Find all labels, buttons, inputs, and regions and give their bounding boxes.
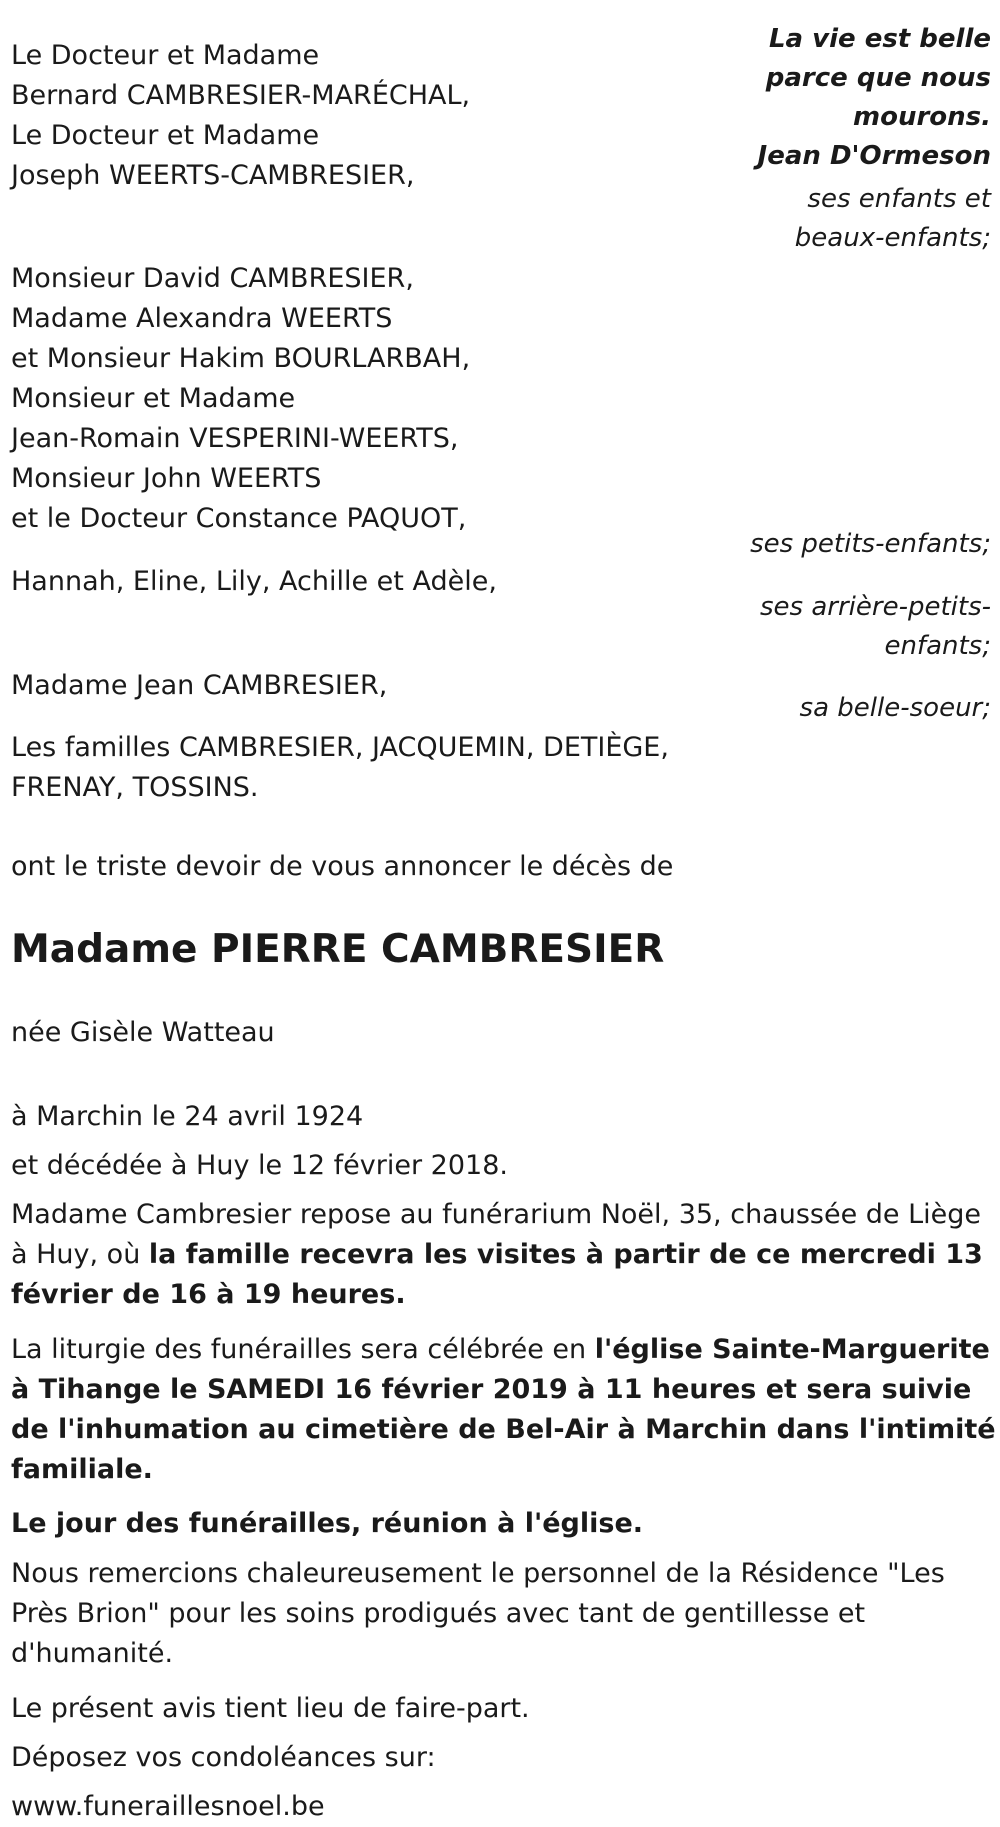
family-line: Monsieur David CAMBRESIER, bbox=[11, 263, 414, 294]
quote-line: La vie est belle bbox=[768, 24, 991, 54]
visitation-text: Madame Cambresier repose au funérarium Noël, 35, chaussée de Liège à Huy, où bbox=[11, 1199, 982, 1270]
family-line: et Monsieur Hakim BOURLARBAH, bbox=[11, 343, 471, 374]
family-line: Monsieur John WEERTS bbox=[11, 463, 322, 494]
family-line: Monsieur et Madame bbox=[11, 383, 296, 414]
notice-text: Le présent avis tient lieu de faire-part. bbox=[11, 1693, 530, 1724]
family-line: Le Docteur et Madame bbox=[11, 40, 320, 71]
family-line: Jean-Romain VESPERINI-WEERTS, bbox=[11, 423, 459, 454]
relation-label: ses petits-enfants; bbox=[750, 529, 991, 559]
visitation-highlight: la famille recevra les visites à partir de ce mercredi 13 février de 16 à 19 heures. bbox=[11, 1239, 983, 1310]
family-line: et le Docteur Constance PAQUOT, bbox=[11, 503, 467, 534]
funeral-highlight: l'église Sainte-Marguerite à Tihange le SAMEDI 16 février 2019 à 11 heures et sera suivie de l'inhumation au cimetière de Bel-Air à Marchin dans l'intimité familiale. bbox=[11, 1334, 996, 1485]
condolences-label: Déposez vos condoléances sur: bbox=[11, 1742, 436, 1773]
announcement-text: ont le triste devoir de vous annoncer le décès de bbox=[11, 851, 674, 882]
death-info: et décédée à Huy le 12 février 2018. bbox=[11, 1150, 508, 1181]
birth-info: à Marchin le 24 avril 1924 bbox=[11, 1101, 364, 1132]
thanks-paragraph: Nous remercions chaleureusement le personnel de la Résidence "Les Près Brion" pour les soins prodigués avec tant de gentillesse et d'humanité. bbox=[11, 1558, 945, 1669]
quote-author: Jean D'Ormeson bbox=[757, 141, 991, 171]
visitation-paragraph bbox=[11, 1195, 996, 1315]
deceased-name: Madame PIERRE CAMBRESIER bbox=[11, 927, 665, 972]
family-line: Madame Jean CAMBRESIER, bbox=[11, 670, 388, 701]
meeting-text: Le jour des funérailles, réunion à l'église. bbox=[11, 1508, 644, 1539]
meeting-note bbox=[11, 1504, 996, 1544]
quote-line: parce que nous bbox=[765, 63, 991, 93]
family-line: Les familles CAMBRESIER, JACQUEMIN, DETIÈGE, bbox=[11, 732, 669, 763]
family-line: Madame Alexandra WEERTS bbox=[11, 303, 393, 334]
family-line: Hannah, Eline, Lily, Achille et Adèle, bbox=[11, 566, 497, 597]
family-line: Bernard CAMBRESIER-MARÉCHAL, bbox=[11, 80, 471, 111]
funeral-text: La liturgie des funérailles sera célébrée en bbox=[11, 1334, 595, 1365]
epigraph-quote bbox=[758, 20, 991, 176]
birth-name: née Gisèle Watteau bbox=[11, 1017, 275, 1048]
funeral-paragraph bbox=[11, 1330, 996, 1490]
relation-label: sa belle-soeur; bbox=[799, 693, 991, 723]
relation-label: ses arrière-petits- bbox=[760, 592, 991, 622]
quote-line: mourons. bbox=[852, 102, 991, 132]
relation-label: enfants; bbox=[884, 631, 991, 661]
relation-label: beaux-enfants; bbox=[794, 223, 991, 253]
family-line: FRENAY, TOSSINS. bbox=[11, 772, 259, 803]
family-line: Le Docteur et Madame bbox=[11, 120, 320, 151]
relation-label: ses enfants et bbox=[807, 184, 991, 214]
family-line: Joseph WEERTS-CAMBRESIER, bbox=[11, 160, 415, 191]
website-link[interactable]: www.funeraillesnoel.be bbox=[11, 1791, 325, 1822]
